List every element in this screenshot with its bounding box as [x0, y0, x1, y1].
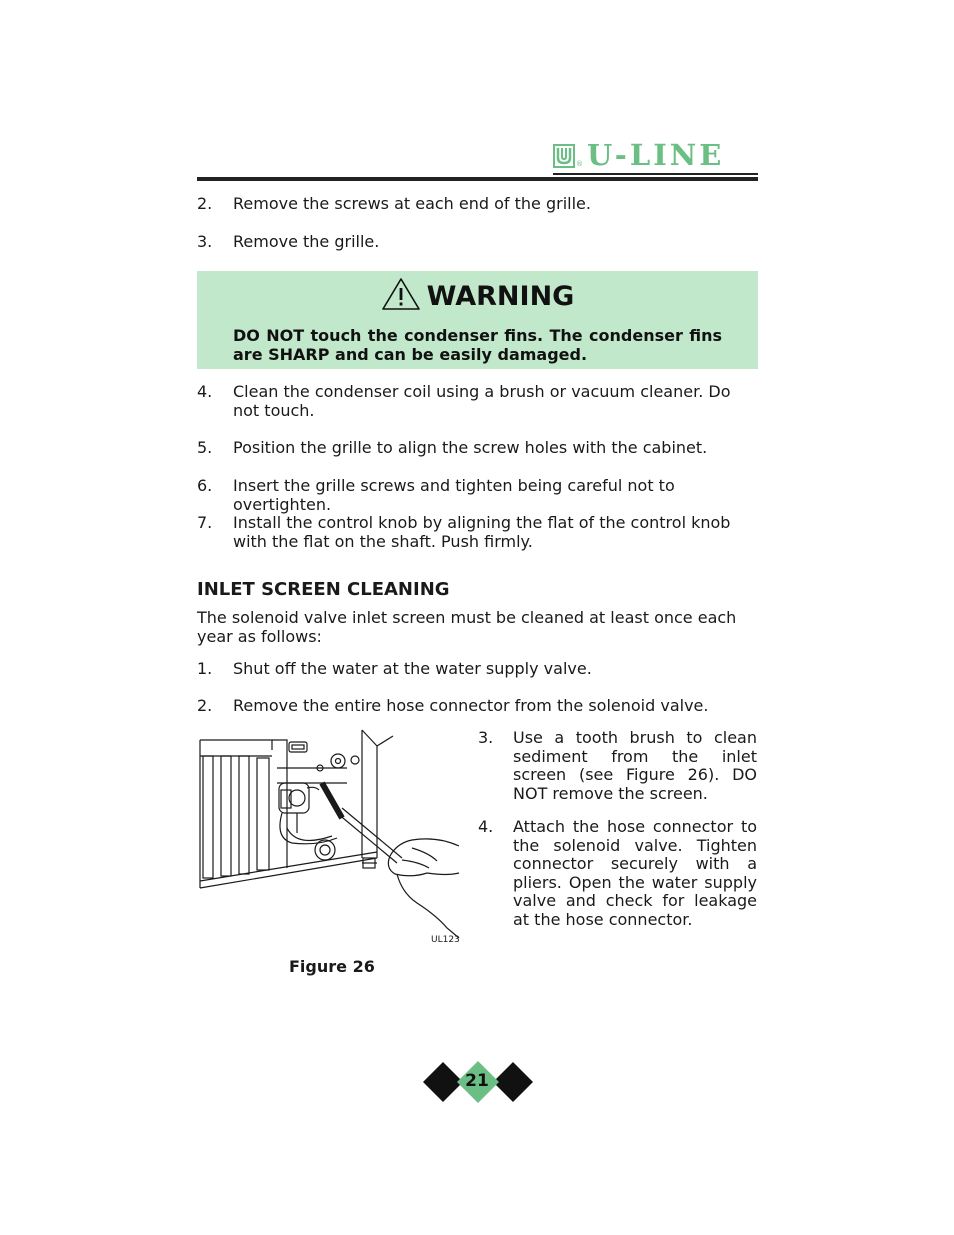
- header-rule-thick: [197, 177, 758, 181]
- list-item: [197, 476, 757, 514]
- step-number: 1.: [197, 659, 213, 678]
- warning-heading: [197, 277, 758, 313]
- page-number: 21: [465, 1071, 489, 1091]
- step-text: Remove the grille.: [233, 232, 380, 251]
- figure-illustration: [197, 728, 463, 948]
- step-text: Attach the hose connector to the solenoid valve. Tighten connector securely with a pliers. Open the water supply valve and check for leakage at the hose connector.: [513, 817, 757, 929]
- step-number: 3.: [197, 232, 213, 251]
- section-intro: The solenoid valve inlet screen must be cleaned at least once each year as follows:: [197, 608, 737, 646]
- warning-box: [197, 271, 758, 369]
- u-logo-icon: [553, 144, 575, 168]
- brand-name: U-LINE: [587, 138, 725, 172]
- list-item: [197, 513, 757, 551]
- step-text: Remove the entire hose connector from the solenoid valve.: [233, 696, 709, 715]
- step-text: Remove the screws at each end of the grille.: [233, 194, 591, 213]
- step-number: 3.: [478, 728, 494, 747]
- brand-logo: [553, 138, 758, 172]
- step-number: 4.: [478, 817, 494, 836]
- list-item: [197, 382, 757, 420]
- step-number: 4.: [197, 382, 213, 401]
- list-item: [197, 696, 757, 715]
- list-item: [197, 194, 757, 213]
- step-number: 2.: [197, 696, 213, 715]
- figure-caption: Figure 26: [289, 957, 375, 976]
- list-item: [478, 818, 757, 929]
- list-item: [197, 232, 757, 251]
- step-number: 2.: [197, 194, 213, 213]
- list-item: [478, 729, 757, 803]
- step-text: Clean the condenser coil using a brush or vacuum cleaner. Do not touch.: [233, 382, 731, 420]
- step-text: Install the control knob by aligning the flat of the control knob with the flat on the shaft. Push firmly.: [233, 513, 731, 551]
- step-number: 7.: [197, 513, 213, 532]
- warning-title: WARNING: [426, 281, 575, 312]
- list-item: [197, 438, 757, 457]
- step-text: Insert the grille screws and tighten being careful not to overtighten.: [233, 476, 675, 514]
- registered-mark: ®: [576, 160, 583, 168]
- list-item: [197, 659, 757, 678]
- warning-body: DO NOT touch the condenser fins. The condenser fins are SHARP and can be easily damaged.: [233, 326, 722, 364]
- step-number: 6.: [197, 476, 213, 495]
- step-text: Shut off the water at the water supply valve.: [233, 659, 592, 678]
- figure-id: UL123: [431, 935, 460, 945]
- step-number: 5.: [197, 438, 213, 457]
- section-heading: INLET SCREEN CLEANING: [197, 579, 450, 600]
- header-rule-thin: [553, 173, 758, 175]
- step-text: Position the grille to align the screw holes with the cabinet.: [233, 438, 708, 457]
- step-text: Use a tooth brush to clean sediment from the inlet screen (see Figure 26). DO NOT remove the screen.: [513, 728, 757, 803]
- warning-triangle-icon: [381, 277, 421, 311]
